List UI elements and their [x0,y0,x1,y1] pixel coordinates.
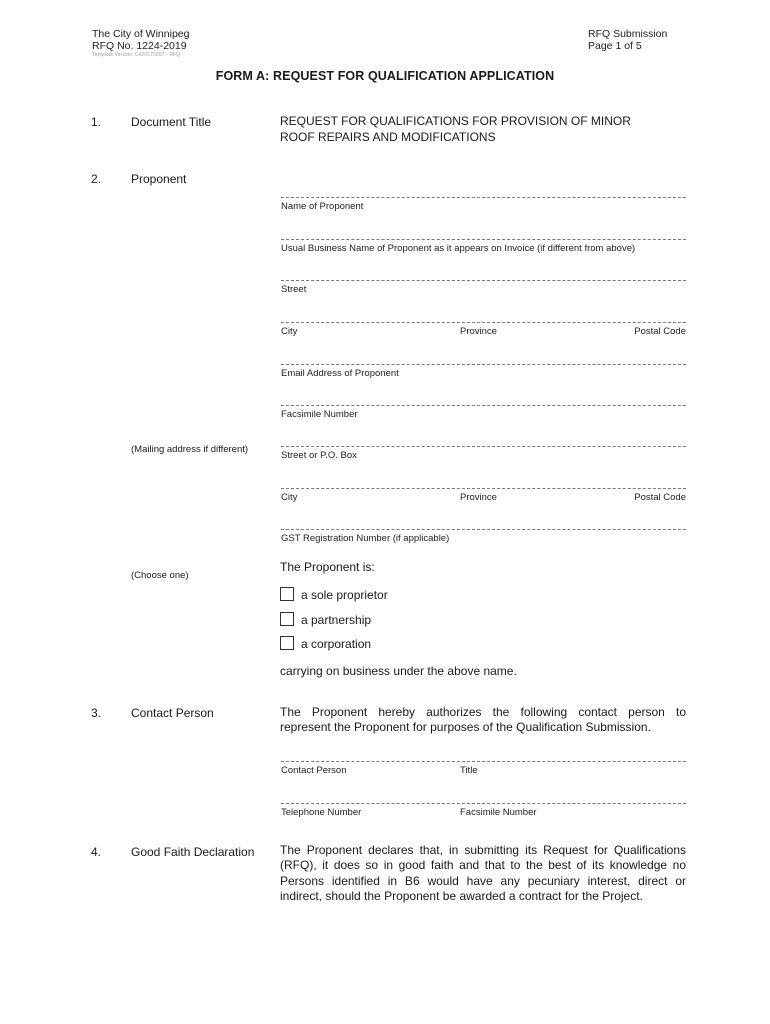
po-box-caption: Street or P.O. Box [281,450,357,461]
proponent-name-field[interactable] [281,197,686,198]
mailing-address-label: (Mailing address if different) [131,444,249,455]
item-number-4: 4. [91,845,102,859]
fax-field[interactable] [281,405,686,406]
proponent-is-label: The Proponent is: [280,560,375,574]
contact-text-line-1: The Proponent hereby authorizes the following contact person to [280,705,686,719]
partnership-checkbox[interactable] [280,612,294,626]
good-faith-label: Good Faith Declaration [131,845,255,859]
form-title: FORM A: REQUEST FOR QUALIFICATION APPLICATION [215,69,555,83]
contact-person-label: Contact Person [131,706,214,720]
telephone-fax-field[interactable] [281,803,686,804]
good-faith-line-3: Persons identified in B6 would have any pecuniary interest, direct or [280,874,686,888]
header-rfq-number: RFQ No. 1224-2019 [92,40,187,52]
corporation-checkbox[interactable] [280,636,294,650]
gst-field[interactable] [281,529,686,530]
header-page-number: Page 1 of 5 [588,40,642,52]
partnership-label: a partnership [301,613,372,627]
telephone-caption: Telephone Number [281,807,362,818]
mailing-city-caption: City [281,492,298,503]
street-field[interactable] [281,280,686,281]
city-caption: City [281,326,298,337]
mailing-province-caption: Province [460,492,497,503]
email-field[interactable] [281,364,686,365]
usual-business-name-field[interactable] [281,239,686,240]
contact-title-caption: Title [460,765,478,776]
proponent-name-caption: Name of Proponent [281,201,364,212]
document-title-label: Document Title [131,115,212,129]
contact-person-title-field[interactable] [281,761,686,762]
good-faith-line-2: (RFQ), it does so in good faith and that to the best of its knowledge no [280,858,686,872]
mailing-city-province-postal-field[interactable] [281,488,686,489]
province-caption: Province [460,326,497,337]
sole-proprietor-checkbox[interactable] [280,587,294,601]
contact-text-line-2: represent the Proponent for purposes of the Qualification Submission. [280,720,651,734]
header-org: The City of Winnipeg [92,28,190,40]
gst-caption: GST Registration Number (if applicable) [281,533,450,544]
fax-caption: Facsimile Number [281,409,358,420]
contact-fax-caption: Facsimile Number [460,807,537,818]
document-title-line-2: ROOF REPAIRS AND MODIFICATIONS [280,130,496,144]
city-province-postal-field[interactable] [281,322,686,323]
carrying-on-business-text: carrying on business under the above name. [280,664,517,678]
po-box-field[interactable] [281,446,686,447]
choose-one-label: (Choose one) [131,570,189,581]
corporation-label: a corporation [301,637,372,651]
good-faith-line-4: indirect, should the Proponent be awarded a contract for the Project. [280,889,643,903]
contact-person-caption: Contact Person [281,765,347,776]
sole-proprietor-label: a sole proprietor [301,588,388,602]
item-number-3: 3. [91,706,102,720]
email-caption: Email Address of Proponent [281,368,399,379]
item-number-1: 1. [91,115,102,129]
document-title-line-1: REQUEST FOR QUALIFICATIONS FOR PROVISION OF MINOR [280,114,631,128]
postal-code-caption: Postal Code [634,326,686,337]
usual-business-name-caption: Usual Business Name of Proponent as it appears on Invoice (if different from above) [281,243,636,254]
item-number-2: 2. [91,172,102,186]
mailing-postal-code-caption: Postal Code [634,492,686,503]
good-faith-line-1: The Proponent declares that, in submitting its Request for Qualifications [280,843,686,857]
street-caption: Street [281,284,307,295]
proponent-label: Proponent [131,172,187,186]
header-template-note: Template Version: C420170207 - RFQ [92,52,181,58]
header-section: RFQ Submission [588,28,668,40]
